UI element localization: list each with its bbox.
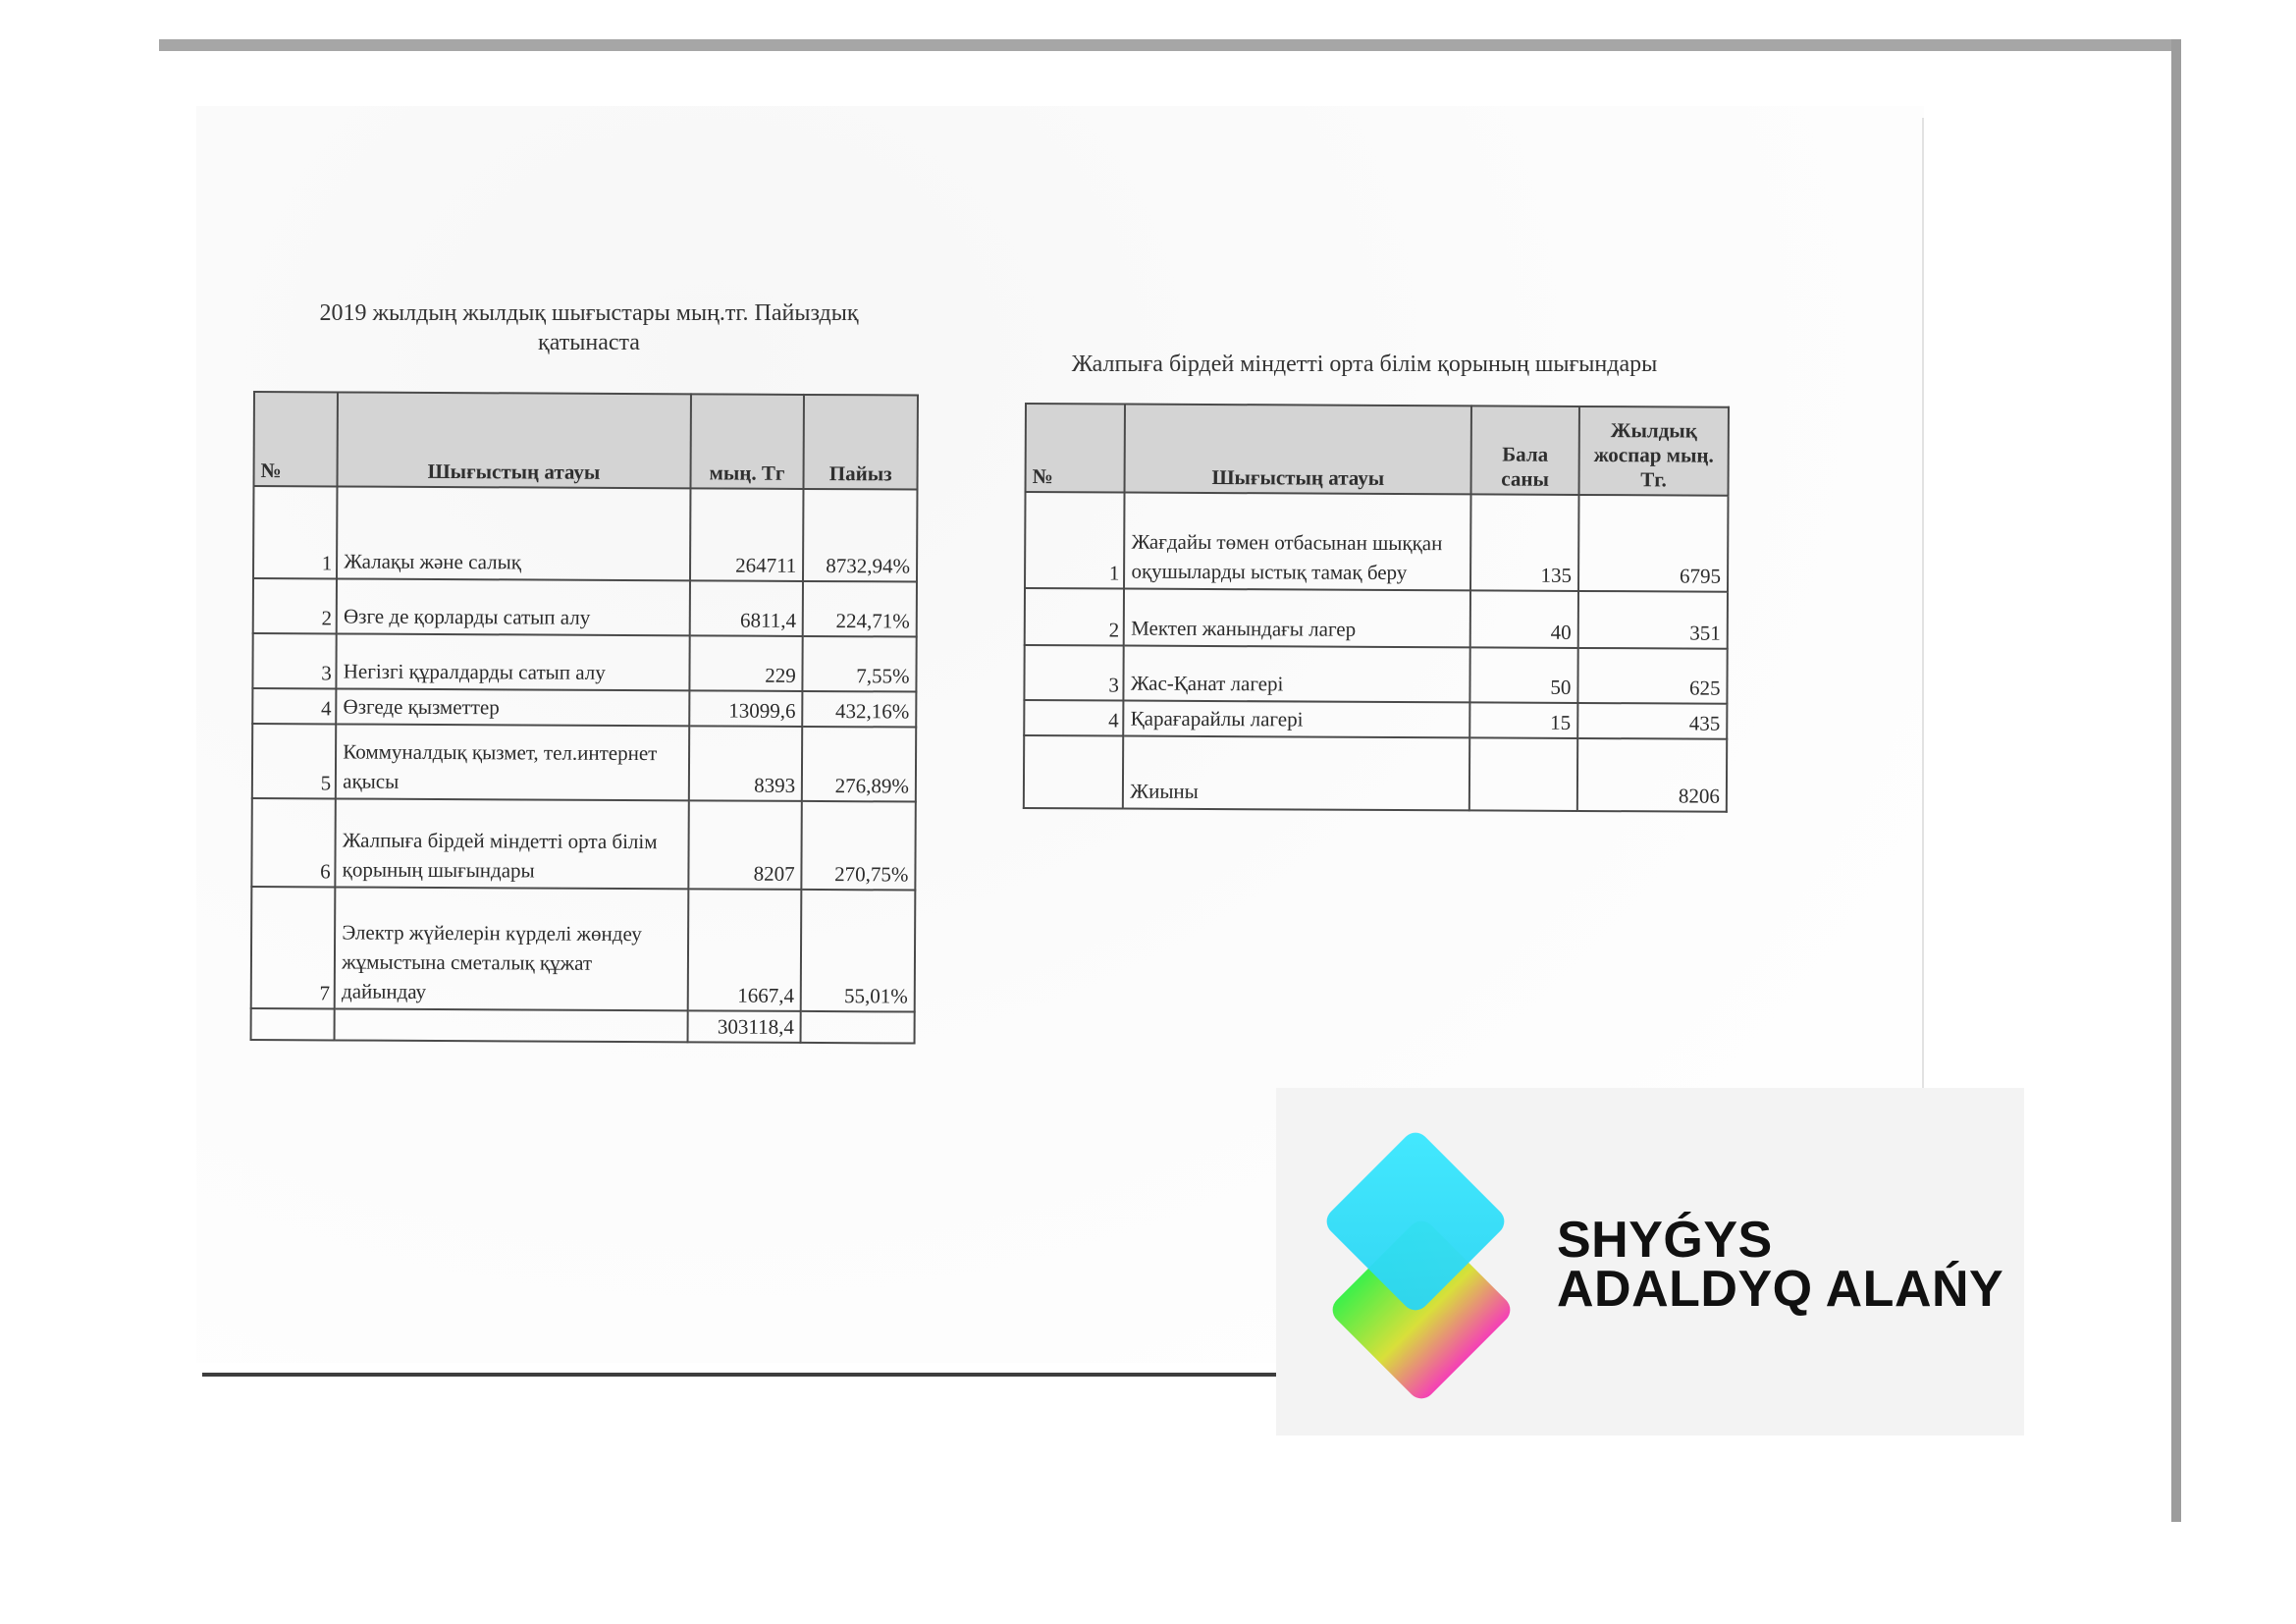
row-name: Мектеп жанындағы лагер	[1124, 589, 1470, 648]
row-plan: 435	[1577, 703, 1727, 739]
total-plan: 8206	[1577, 738, 1727, 812]
row-percent: 55,01%	[801, 890, 915, 1012]
annual-expenses-table	[250, 391, 919, 1045]
header-percent: Пайыз	[804, 395, 918, 490]
bottom-rule	[202, 1373, 1282, 1377]
total-row	[251, 1008, 915, 1044]
header-children-count: Бала саны	[1471, 406, 1579, 495]
page-right-border	[2171, 39, 2181, 1522]
row-name: Жас-Қанат лагері	[1124, 646, 1470, 703]
row-number: 4	[252, 688, 336, 724]
row-amount: 6811,4	[689, 580, 803, 636]
row-name: Жалпыға бірдей міндетті орта білім қорының шығындары	[336, 798, 689, 889]
row-percent: 432,16%	[802, 691, 916, 728]
row-amount: 229	[689, 635, 803, 691]
row-number: 2	[1025, 588, 1125, 646]
logo-line-2: ADALDYQ ALAŃY	[1557, 1261, 2004, 1318]
row-children: 135	[1470, 494, 1578, 591]
row-percent: 7,55%	[803, 636, 917, 692]
row-children: 15	[1469, 702, 1577, 738]
row-name: Өзге де қорларды сатып алу	[337, 578, 690, 635]
page-top-border	[159, 39, 2181, 51]
row-number: 1	[1025, 492, 1125, 589]
row-number: 5	[252, 724, 337, 798]
row-amount: 1667,4	[687, 889, 801, 1011]
table-row	[253, 578, 917, 637]
row-name: Электр жүйелерін күрделі жөндеу жұмыстына сметалық құжат дайындау	[335, 887, 688, 1010]
row-number: 3	[1024, 645, 1124, 701]
row-plan: 351	[1578, 591, 1728, 649]
row-number: 2	[253, 578, 338, 633]
table-row	[1024, 700, 1727, 739]
header-number: №	[253, 392, 338, 486]
table-row	[252, 688, 916, 728]
table-row	[252, 633, 916, 692]
row-number: 6	[251, 798, 336, 887]
total-amount: 303118,4	[687, 1010, 801, 1043]
total-row	[1024, 735, 1727, 812]
table-row	[1025, 588, 1728, 649]
table-row	[1025, 492, 1729, 592]
table-row	[253, 486, 917, 582]
row-amount: 264711	[690, 488, 804, 581]
header-annual-plan: Жылдық жоспар мың. Тг.	[1578, 406, 1729, 496]
logo-text	[1557, 1212, 2004, 1318]
row-name: Жалақы және салық	[337, 486, 690, 580]
right-table-title: Жалпыға бірдей міндетті орта білім қорының шығындары	[1071, 352, 1658, 377]
header-number: №	[1026, 404, 1126, 493]
header-expense-name: Шығыстың атауы	[338, 392, 691, 488]
header-expense-name: Шығыстың атауы	[1125, 405, 1471, 495]
row-name: Негізгі құралдарды сатып алу	[337, 633, 690, 690]
row-children: 50	[1470, 647, 1578, 703]
row-name: Өзгеде қызметтер	[336, 688, 688, 726]
row-percent: 8732,94%	[803, 489, 917, 582]
row-amount: 13099,6	[689, 690, 803, 727]
scan-edge	[1922, 118, 1924, 1100]
row-plan: 6795	[1578, 495, 1729, 592]
education-fund-table	[1023, 403, 1730, 813]
row-percent: 276,89%	[802, 727, 916, 802]
row-number: 4	[1024, 700, 1124, 736]
overlapping-diamonds-logo-icon	[1304, 1125, 1539, 1410]
table-row	[252, 724, 916, 802]
row-plan: 625	[1577, 648, 1727, 704]
row-amount: 8393	[688, 726, 802, 801]
header-amount: мың. Тг	[690, 394, 804, 489]
row-name: Қарағарайлы лагері	[1124, 701, 1470, 738]
row-percent: 270,75%	[802, 801, 916, 891]
left-table-title: 2019 жылдың жылдық шығыстары мың.тг. Пайыздық қатынаста	[319, 300, 859, 355]
logo-line-1: SHYǴYS	[1557, 1212, 1773, 1269]
row-name: Жағдайы төмен отбасынан шыққан оқушыларды ыстық тамақ беру	[1124, 493, 1470, 591]
table-row	[251, 887, 916, 1012]
row-number: 1	[253, 486, 338, 578]
row-amount: 8207	[688, 800, 802, 890]
row-percent: 224,71%	[803, 581, 917, 637]
table-row	[1024, 645, 1727, 704]
row-number: 3	[252, 633, 337, 688]
row-number: 7	[251, 887, 336, 1008]
total-label: Жиыны	[1123, 736, 1469, 811]
row-name: Коммуналдық қызмет, тел.интернет ақысы	[336, 724, 689, 800]
table-row	[251, 798, 915, 891]
shygys-adaldyq-alany-logo	[1276, 1088, 2024, 1435]
row-children: 40	[1470, 590, 1578, 648]
